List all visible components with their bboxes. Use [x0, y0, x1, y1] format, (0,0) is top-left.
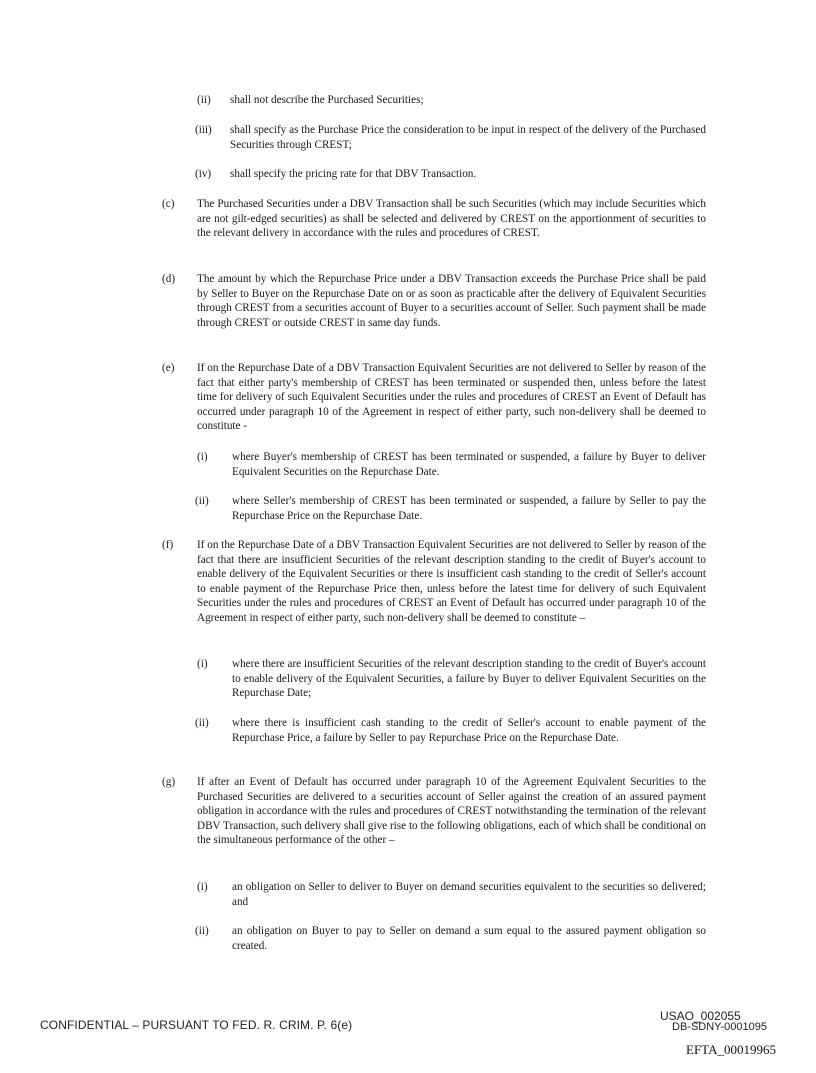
clause-label: (i) — [197, 881, 208, 893]
section-f-text: If on the Repurchase Date of a DBV Transaction Equivalent Securities are not delivered to Seller by reason of the fact that there are insufficient Securities of the relevant description standing to the credit of Buyer's account to enable delivery of the Equivalent Securities or there is insufficient cash standing to the credit of Seller's account to enable payment of the Repurchase Price then, unless before the latest time for delivery of such Equivalent Securities under the rules and procedures of CREST an Event of Default has occurred under paragraph 10 of the Agreement in respect of either party, such non-delivery shall be deemed to constitute – — [197, 539, 706, 624]
section-e-text: If on the Repurchase Date of a DBV Transaction Equivalent Securities are not delivered to Seller by reason of the fact that either party's membership of CREST has been terminated or suspended then, unless before the latest time for delivery of such Equivalent Securities under the rules and procedures of CREST an Event of Default has occurred under paragraph 10 of the Agreement in respect of either party, such non-delivery shall be deemed to constitute - — [197, 362, 706, 433]
clause-label: (ii) — [197, 94, 211, 106]
clause-text: where Buyer's membership of CREST has been terminated or suspended, a failure by Buyer to deliver Equivalent Securities on the Repurchase Date. — [232, 451, 706, 478]
bates-number-db: DB-SDNY-0001095 — [672, 1021, 767, 1033]
section-g-text: If after an Event of Default has occurred under paragraph 10 of the Agreement Equivalent Securities to the Purchased Securities are delivered to a securities account of Seller against the creation of an assured payment obligation in accordance with the rules and procedures of CREST notwithstanding the termination of the relevant DBV Transaction, such delivery shall give rise to the following obligations, each of which shall be conditional on the simultaneous performance of the other – — [197, 776, 706, 847]
clause-text: shall specify as the Purchase Price the consideration to be input in respect of the delivery of the Purchased Securities through CREST; — [230, 124, 706, 151]
clause-text: an obligation on Seller to deliver to Buyer on demand securities equivalent to the securities so delivered; and — [232, 881, 706, 908]
clause-label: (ii) — [195, 717, 209, 729]
section-label-g: (g) — [162, 776, 176, 788]
section-label-f: (f) — [162, 539, 174, 551]
clause-text: where there are insufficient Securities of the relevant description standing to the credit of Buyer's account to enable delivery of the Equivalent Securities, a failure by Buyer to deliver Equivalent Securities on the Repurchase Date; — [232, 658, 706, 700]
bates-number-usao: USAO_002055 — [660, 1009, 741, 1023]
clause-text: where there is insufficient cash standing to the credit of Seller's account to enable payment of the Repurchase Price, a failure by Seller to pay Repurchase Price on the Repurchase Date. — [232, 717, 706, 744]
clause-text: shall not describe the Purchased Securities; — [230, 94, 424, 106]
section-label-e: (e) — [162, 362, 175, 374]
section-c-text: The Purchased Securities under a DBV Transaction shall be such Securities (which may include Securities which are not gilt-edged securities) as shall be selected and delivered by CREST on the apportionment of securities to the relevant delivery in accordance with the rules and procedures of CREST. — [197, 198, 706, 240]
section-label-d: (d) — [162, 273, 176, 285]
clause-label: (i) — [197, 451, 208, 463]
clause-label: (ii) — [195, 925, 209, 937]
clause-label: (i) — [197, 658, 208, 670]
section-label-c: (c) — [162, 198, 175, 210]
clause-text: where Seller's membership of CREST has been terminated or suspended, a failure by Seller to pay the Repurchase Price on the Repurchase Date. — [232, 495, 706, 522]
clause-label: (iii) — [195, 124, 212, 136]
clause-text: shall specify the pricing rate for that DBV Transaction. — [230, 168, 477, 180]
clause-label: (ii) — [195, 495, 209, 507]
efta-number: EFTA_00019965 — [686, 1042, 776, 1057]
clause-text: an obligation on Buyer to pay to Seller on demand a sum equal to the assured payment obligation so created. — [232, 925, 706, 952]
section-d-text: The amount by which the Repurchase Price under a DBV Transaction exceeds the Purchase Price shall be paid by Seller to Buyer on the Repurchase Date on or as soon as practicable after the delivery of Equivalent Securities through CREST from a securities account of Buyer to a securities account of Seller. Such payment shall be made through CREST or outside CREST in same day funds. — [197, 273, 706, 329]
clause-label: (iv) — [195, 168, 212, 180]
confidentiality-notice: CONFIDENTIAL – PURSUANT TO FED. R. CRIM. P. 6(e) — [40, 1018, 353, 1032]
